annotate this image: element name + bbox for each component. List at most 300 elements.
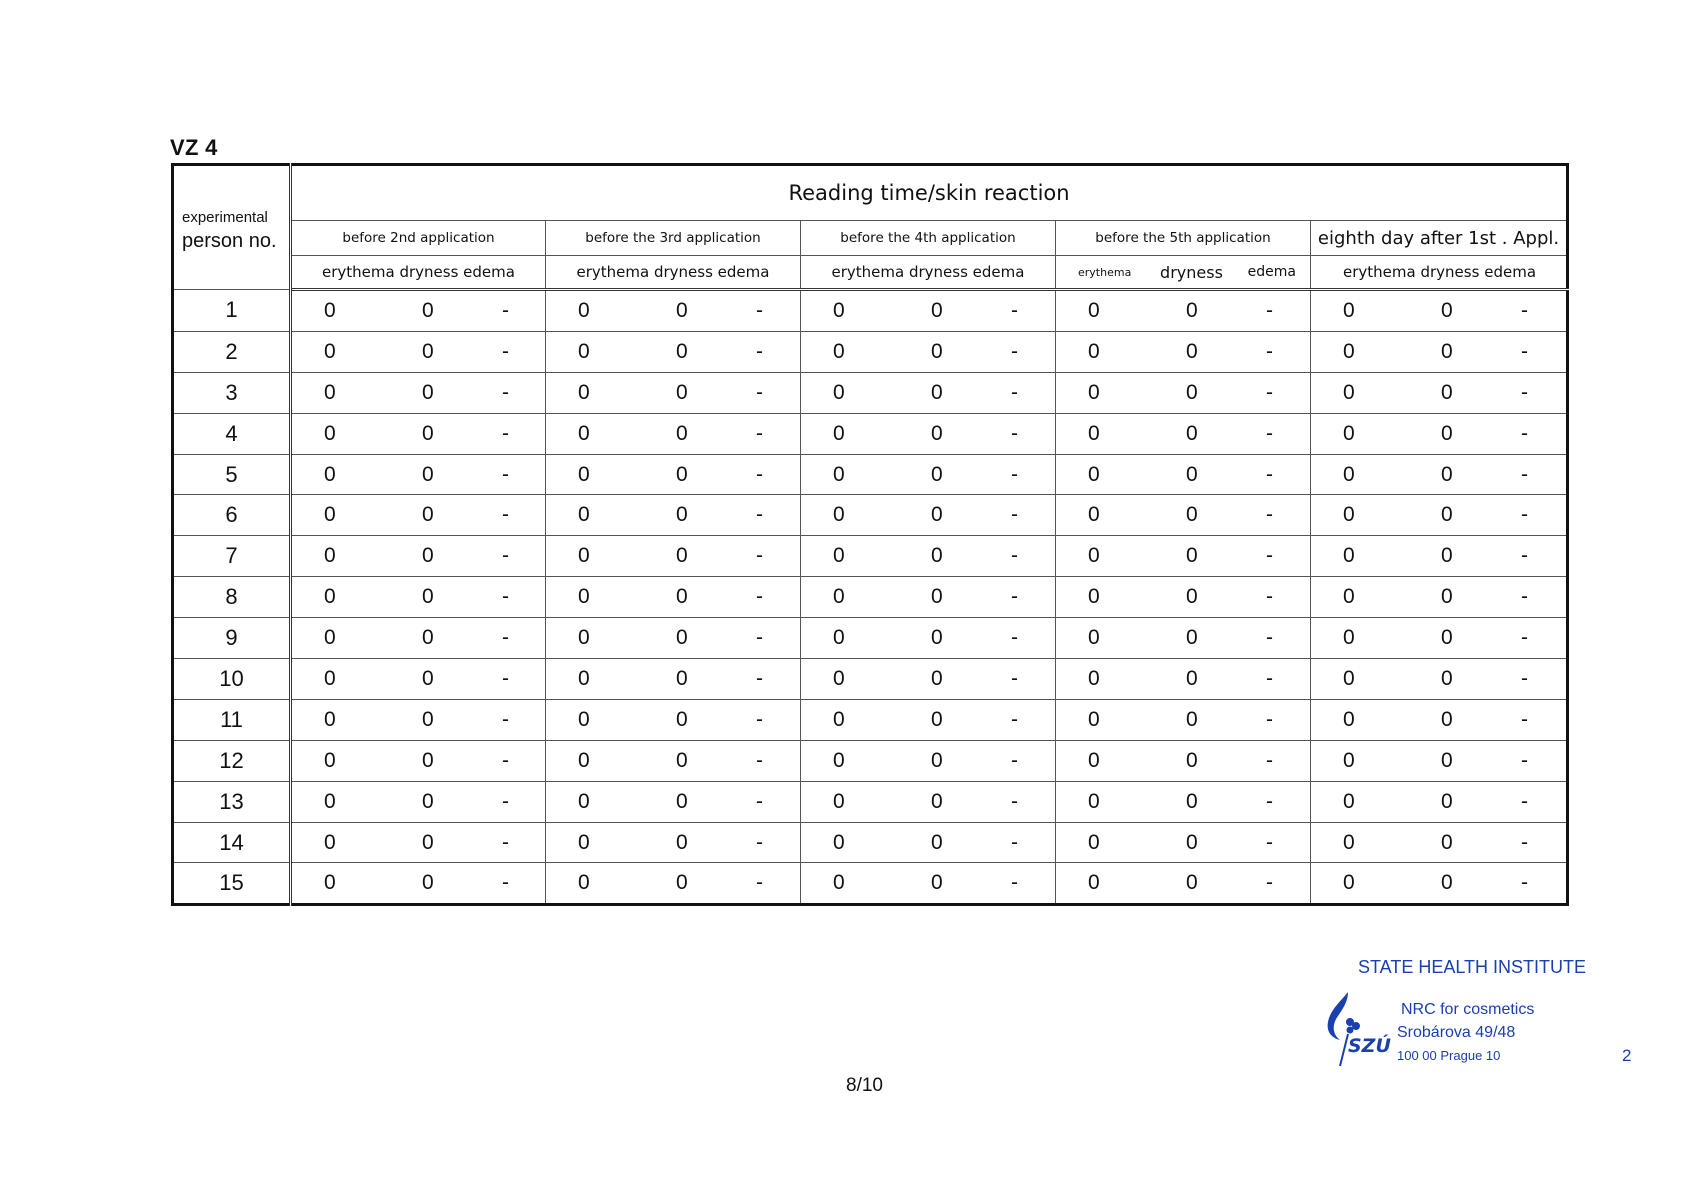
- table-row: [173, 536, 1568, 577]
- edema-value: -: [1521, 666, 1528, 690]
- person-number: 6: [173, 495, 291, 536]
- edema-value: -: [1011, 830, 1018, 854]
- erythema-value: 0: [1088, 830, 1100, 854]
- edema-value: -: [756, 421, 763, 445]
- erythema-value: 0: [578, 339, 590, 363]
- dryness-value: 0: [931, 748, 943, 772]
- edema-value: -: [502, 585, 509, 609]
- erythema-value: 0: [578, 789, 590, 813]
- erythema-value: 0: [1343, 544, 1355, 568]
- table-row: [173, 822, 1568, 863]
- group-header-3rd: before the 3rd application: [546, 221, 801, 256]
- erythema-value: 0: [578, 462, 590, 486]
- dryness-value: 0: [1186, 626, 1198, 650]
- reading-cell: [546, 618, 801, 659]
- reading-time-header: Reading time/skin reaction: [291, 165, 1568, 221]
- dryness-value: 0: [676, 298, 688, 322]
- edema-value: -: [1011, 544, 1018, 568]
- dryness-value: 0: [422, 544, 434, 568]
- erythema-value: 0: [1343, 380, 1355, 404]
- edema-value: -: [1266, 544, 1273, 568]
- reading-cell: [1311, 699, 1568, 740]
- reading-cell: [1056, 454, 1311, 495]
- reading-cell: [1056, 618, 1311, 659]
- dryness-value: 0: [422, 462, 434, 486]
- dryness-value: 0: [676, 585, 688, 609]
- reading-cell: [801, 699, 1056, 740]
- table-row: [173, 372, 1568, 413]
- sub-header-erythema: erythema: [1078, 265, 1132, 279]
- table-row: [173, 331, 1568, 372]
- reading-cell: [1056, 372, 1311, 413]
- edema-value: -: [756, 585, 763, 609]
- table-row: [173, 740, 1568, 781]
- reading-cell: [546, 536, 801, 577]
- erythema-value: 0: [1088, 298, 1100, 322]
- edema-value: -: [502, 339, 509, 363]
- edema-value: -: [502, 462, 509, 486]
- erythema-value: 0: [1343, 585, 1355, 609]
- dryness-value: 0: [422, 626, 434, 650]
- side-number: 2: [1622, 1046, 1632, 1065]
- page-number: 8/10: [846, 1075, 883, 1096]
- person-number: 11: [173, 699, 291, 740]
- dryness-value: 0: [422, 707, 434, 731]
- szu-logo: [1310, 988, 1402, 1068]
- person-number: 3: [173, 372, 291, 413]
- erythema-value: 0: [833, 503, 845, 527]
- reading-cell: [1311, 822, 1568, 863]
- reading-cell: [801, 290, 1056, 332]
- reading-cell: [801, 618, 1056, 659]
- sub-header-edema: edema: [1484, 263, 1537, 281]
- edema-value: -: [756, 626, 763, 650]
- dryness-value: 0: [1441, 544, 1453, 568]
- edema-value: -: [756, 830, 763, 854]
- erythema-value: 0: [1088, 421, 1100, 445]
- reading-cell: [546, 863, 801, 905]
- dryness-value: 0: [1186, 748, 1198, 772]
- edema-value: -: [756, 298, 763, 322]
- dryness-value: 0: [931, 707, 943, 731]
- edema-value: -: [502, 503, 509, 527]
- edema-value: -: [1266, 462, 1273, 486]
- logo-lettering: SZÚ: [1348, 1035, 1391, 1057]
- dryness-value: 0: [1441, 298, 1453, 322]
- dryness-value: 0: [1441, 830, 1453, 854]
- edema-value: -: [1011, 666, 1018, 690]
- person-number: 9: [173, 618, 291, 659]
- erythema-value: 0: [1088, 666, 1100, 690]
- dryness-value: 0: [1186, 544, 1198, 568]
- edema-value: -: [1266, 339, 1273, 363]
- edema-value: -: [502, 707, 509, 731]
- dryness-value: 0: [1186, 789, 1198, 813]
- edema-value: -: [1266, 380, 1273, 404]
- reading-cell: [546, 659, 801, 700]
- edema-value: -: [502, 871, 509, 895]
- erythema-value: 0: [578, 666, 590, 690]
- reading-cell: [801, 863, 1056, 905]
- erythema-value: 0: [324, 339, 336, 363]
- sub-header-edema: edema: [1247, 264, 1296, 280]
- edema-value: -: [502, 666, 509, 690]
- dryness-value: 0: [931, 544, 943, 568]
- reading-cell: [1056, 536, 1311, 577]
- edema-value: -: [756, 462, 763, 486]
- dryness-value: 0: [422, 748, 434, 772]
- edema-value: -: [1521, 871, 1528, 895]
- dryness-value: 0: [422, 503, 434, 527]
- erythema-value: 0: [324, 707, 336, 731]
- edema-value: -: [502, 789, 509, 813]
- dryness-value: 0: [931, 503, 943, 527]
- edema-value: -: [1521, 789, 1528, 813]
- institute-name: STATE HEALTH INSTITUTE: [1358, 957, 1587, 977]
- reading-cell: [291, 863, 546, 905]
- reading-cell: [291, 536, 546, 577]
- erythema-value: 0: [1343, 748, 1355, 772]
- edema-value: -: [756, 666, 763, 690]
- dryness-value: 0: [1441, 871, 1453, 895]
- erythema-value: 0: [1088, 626, 1100, 650]
- erythema-value: 0: [1343, 626, 1355, 650]
- reading-cell: [291, 740, 546, 781]
- erythema-value: 0: [833, 421, 845, 445]
- edema-value: -: [756, 871, 763, 895]
- erythema-value: 0: [1088, 748, 1100, 772]
- edema-value: -: [756, 339, 763, 363]
- dryness-value: 0: [931, 380, 943, 404]
- dryness-value: 0: [1186, 707, 1198, 731]
- dryness-value: 0: [422, 585, 434, 609]
- reading-cell: [546, 372, 801, 413]
- erythema-value: 0: [324, 503, 336, 527]
- reading-cell: [291, 699, 546, 740]
- edema-value: -: [1521, 298, 1528, 322]
- group-header-2nd: before 2nd application: [291, 221, 546, 256]
- erythema-value: 0: [324, 830, 336, 854]
- edema-value: -: [756, 380, 763, 404]
- sub-header-4th: [801, 256, 1056, 290]
- edema-value: -: [1521, 462, 1528, 486]
- edema-value: -: [1011, 871, 1018, 895]
- edema-value: -: [1521, 380, 1528, 404]
- reading-cell: [1056, 577, 1311, 618]
- reading-cell: [1311, 495, 1568, 536]
- erythema-value: 0: [578, 298, 590, 322]
- dryness-value: 0: [1186, 421, 1198, 445]
- dryness-value: 0: [1186, 380, 1198, 404]
- dryness-value: 0: [676, 544, 688, 568]
- dryness-value: 0: [422, 830, 434, 854]
- table-row: [173, 618, 1568, 659]
- reading-cell: [801, 331, 1056, 372]
- reading-cell: [801, 740, 1056, 781]
- person-number: 7: [173, 536, 291, 577]
- edema-value: -: [1521, 339, 1528, 363]
- reading-cell: [1311, 618, 1568, 659]
- erythema-value: 0: [1343, 789, 1355, 813]
- edema-value: -: [502, 298, 509, 322]
- edema-value: -: [756, 748, 763, 772]
- reading-cell: [546, 781, 801, 822]
- erythema-value: 0: [833, 666, 845, 690]
- edema-value: -: [1521, 544, 1528, 568]
- reading-cell: [291, 290, 546, 332]
- person-number: 15: [173, 863, 291, 905]
- reading-cell: [1311, 659, 1568, 700]
- edema-value: -: [756, 707, 763, 731]
- reading-cell: [291, 454, 546, 495]
- table-row: [173, 781, 1568, 822]
- edema-value: -: [756, 789, 763, 813]
- dryness-value: 0: [1441, 748, 1453, 772]
- reading-cell: [801, 413, 1056, 454]
- edema-value: -: [502, 421, 509, 445]
- edema-value: -: [1011, 503, 1018, 527]
- address-line2: Srobárova 49/48: [1397, 1024, 1516, 1041]
- dryness-value: 0: [676, 339, 688, 363]
- reading-cell: [291, 781, 546, 822]
- erythema-value: 0: [578, 871, 590, 895]
- erythema-value: 0: [578, 707, 590, 731]
- erythema-value: 0: [1088, 339, 1100, 363]
- sub-header-eighth-day: [1311, 256, 1568, 290]
- erythema-value: 0: [1088, 380, 1100, 404]
- person-header: [173, 165, 291, 290]
- reading-cell: [1311, 454, 1568, 495]
- erythema-value: 0: [324, 421, 336, 445]
- edema-value: -: [1266, 503, 1273, 527]
- reading-cell: [546, 740, 801, 781]
- erythema-value: 0: [833, 789, 845, 813]
- table-row: [173, 413, 1568, 454]
- erythema-value: 0: [324, 666, 336, 690]
- document-label: VZ 4: [170, 135, 218, 160]
- dryness-value: 0: [676, 748, 688, 772]
- erythema-value: 0: [578, 748, 590, 772]
- edema-value: -: [1266, 789, 1273, 813]
- dryness-value: 0: [1441, 585, 1453, 609]
- reading-cell: [1056, 781, 1311, 822]
- person-number: 12: [173, 740, 291, 781]
- erythema-value: 0: [1088, 707, 1100, 731]
- reading-cell: [1056, 659, 1311, 700]
- sub-header-erythema-dryness: erythema dryness: [1343, 263, 1480, 281]
- dryness-value: 0: [1186, 871, 1198, 895]
- edema-value: -: [1266, 830, 1273, 854]
- dryness-value: 0: [931, 462, 943, 486]
- dryness-value: 0: [931, 421, 943, 445]
- edema-value: -: [1266, 707, 1273, 731]
- erythema-value: 0: [1088, 871, 1100, 895]
- erythema-value: 0: [1088, 462, 1100, 486]
- reading-cell: [801, 372, 1056, 413]
- erythema-value: 0: [833, 748, 845, 772]
- dryness-value: 0: [1186, 339, 1198, 363]
- erythema-value: 0: [1088, 544, 1100, 568]
- reading-cell: [291, 413, 546, 454]
- erythema-value: 0: [324, 871, 336, 895]
- dryness-value: 0: [422, 380, 434, 404]
- edema-value: -: [1011, 298, 1018, 322]
- reading-cell: [1056, 740, 1311, 781]
- edema-value: -: [1266, 626, 1273, 650]
- erythema-value: 0: [578, 380, 590, 404]
- edema-value: -: [1011, 421, 1018, 445]
- erythema-value: 0: [833, 544, 845, 568]
- dryness-value: 0: [1441, 462, 1453, 486]
- person-number: 13: [173, 781, 291, 822]
- dryness-value: 0: [1186, 462, 1198, 486]
- erythema-value: 0: [833, 339, 845, 363]
- table-row: [173, 495, 1568, 536]
- person-header-line2: person no.: [182, 229, 277, 252]
- group-header-5th: before the 5th application: [1056, 221, 1311, 256]
- edema-value: -: [1521, 421, 1528, 445]
- reading-cell: [801, 536, 1056, 577]
- sub-header-text: erythema dryness edema: [831, 263, 1025, 281]
- erythema-value: 0: [833, 298, 845, 322]
- reading-cell: [1056, 863, 1311, 905]
- dryness-value: 0: [1441, 421, 1453, 445]
- dryness-value: 0: [422, 666, 434, 690]
- erythema-value: 0: [1088, 503, 1100, 527]
- dryness-value: 0: [931, 871, 943, 895]
- reading-cell: [1311, 577, 1568, 618]
- edema-value: -: [502, 544, 509, 568]
- reading-cell: [1311, 863, 1568, 905]
- erythema-value: 0: [578, 585, 590, 609]
- dryness-value: 0: [676, 871, 688, 895]
- dryness-value: 0: [676, 626, 688, 650]
- group-header-eighth-day: eighth day after 1st . Appl.: [1311, 221, 1568, 256]
- edema-value: -: [502, 830, 509, 854]
- dryness-value: 0: [422, 789, 434, 813]
- reading-cell: [546, 577, 801, 618]
- erythema-value: 0: [1343, 830, 1355, 854]
- reading-cell: [1056, 331, 1311, 372]
- edema-value: -: [502, 748, 509, 772]
- erythema-value: 0: [1343, 421, 1355, 445]
- table-row: [173, 577, 1568, 618]
- institute-address: [1397, 998, 1534, 1067]
- sub-header-2nd: [291, 256, 546, 290]
- edema-value: -: [1521, 748, 1528, 772]
- erythema-value: 0: [1343, 707, 1355, 731]
- erythema-value: 0: [324, 789, 336, 813]
- erythema-value: 0: [833, 626, 845, 650]
- erythema-value: 0: [578, 421, 590, 445]
- erythema-value: 0: [833, 462, 845, 486]
- dryness-value: 0: [422, 871, 434, 895]
- reading-cell: [1311, 331, 1568, 372]
- reading-cell: [1311, 740, 1568, 781]
- table-row: [173, 699, 1568, 740]
- erythema-value: 0: [324, 462, 336, 486]
- person-number: 14: [173, 822, 291, 863]
- erythema-value: 0: [324, 748, 336, 772]
- edema-value: -: [1011, 789, 1018, 813]
- reading-cell: [291, 331, 546, 372]
- reading-cell: [1311, 536, 1568, 577]
- erythema-value: 0: [1343, 871, 1355, 895]
- erythema-value: 0: [324, 626, 336, 650]
- erythema-value: 0: [833, 380, 845, 404]
- edema-value: -: [1011, 339, 1018, 363]
- erythema-value: 0: [833, 707, 845, 731]
- erythema-value: 0: [1088, 585, 1100, 609]
- erythema-value: 0: [578, 544, 590, 568]
- erythema-value: 0: [833, 830, 845, 854]
- skin-reaction-table: [171, 163, 1569, 906]
- person-number: 2: [173, 331, 291, 372]
- dryness-value: 0: [676, 666, 688, 690]
- table-body: [173, 290, 1568, 905]
- sub-header-text: erythema dryness edema: [576, 263, 770, 281]
- erythema-value: 0: [324, 298, 336, 322]
- person-number: 8: [173, 577, 291, 618]
- edema-value: -: [1521, 830, 1528, 854]
- edema-value: -: [1011, 626, 1018, 650]
- erythema-value: 0: [578, 626, 590, 650]
- erythema-value: 0: [1343, 462, 1355, 486]
- dryness-value: 0: [676, 380, 688, 404]
- person-number: 10: [173, 659, 291, 700]
- reading-cell: [546, 699, 801, 740]
- erythema-value: 0: [578, 503, 590, 527]
- edema-value: -: [1266, 666, 1273, 690]
- dryness-value: 0: [1441, 380, 1453, 404]
- edema-value: -: [1521, 626, 1528, 650]
- sub-header-5th: [1056, 256, 1311, 290]
- reading-cell: [546, 331, 801, 372]
- edema-value: -: [502, 380, 509, 404]
- reading-cell: [291, 618, 546, 659]
- reading-cell: [1311, 372, 1568, 413]
- dryness-value: 0: [1441, 503, 1453, 527]
- erythema-value: 0: [324, 544, 336, 568]
- reading-cell: [291, 822, 546, 863]
- reading-cell: [546, 822, 801, 863]
- dryness-value: 0: [931, 298, 943, 322]
- reading-cell: [1056, 495, 1311, 536]
- edema-value: -: [1266, 298, 1273, 322]
- reading-cell: [801, 454, 1056, 495]
- reading-cell: [546, 454, 801, 495]
- dryness-value: 0: [422, 421, 434, 445]
- reading-cell: [291, 659, 546, 700]
- erythema-value: 0: [1343, 298, 1355, 322]
- edema-value: -: [1521, 707, 1528, 731]
- reading-cell: [1056, 413, 1311, 454]
- edema-value: -: [1011, 707, 1018, 731]
- dryness-value: 0: [676, 462, 688, 486]
- table-row: [173, 290, 1568, 332]
- dryness-value: 0: [1441, 666, 1453, 690]
- dryness-value: 0: [931, 339, 943, 363]
- edema-value: -: [1266, 748, 1273, 772]
- erythema-value: 0: [1343, 339, 1355, 363]
- edema-value: -: [1011, 380, 1018, 404]
- edema-value: -: [1521, 503, 1528, 527]
- edema-value: -: [502, 626, 509, 650]
- group-header-4th: before the 4th application: [801, 221, 1056, 256]
- reading-cell: [801, 659, 1056, 700]
- table-row: [173, 659, 1568, 700]
- edema-value: -: [1521, 585, 1528, 609]
